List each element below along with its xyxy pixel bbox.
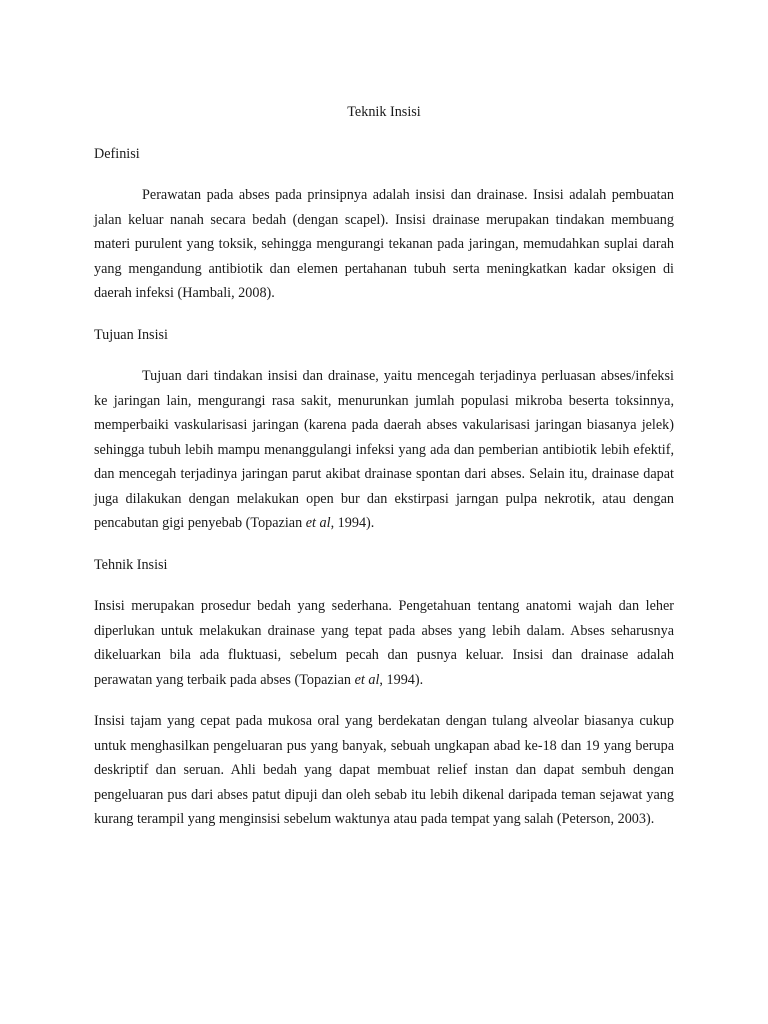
paragraph-tehnik-insisi-2 bbox=[94, 709, 674, 832]
italic-citation-term: et al bbox=[305, 515, 331, 531]
section-heading-tehnik-insisi: Tehnik Insisi bbox=[94, 556, 168, 573]
paragraph-text: Perawatan pada abses pada prinsipnya adalah insisi dan drainase. Insisi adalah pembuatan jalan keluar nanah secara bedah (dengan scapel). Insisi drainase merupakan tindakan membuang materi purulent yang toksik, sehingga mengurangi tekanan pada jaringan, memudahkan suplai darah yang mengandung antibiotik dan elemen pertahanan tubuh serta meningkatkan kadar oksigen di daerah infeksi (Hambali, 2008). bbox=[94, 187, 674, 301]
paragraph-text: Insisi tajam yang cepat pada mukosa oral yang berdekatan dengan tulang alveolar biasanya cukup untuk menghasilkan pengeluaran pus yang banyak, sebuah ungkapan abad ke-18 dan 19 yang berupa deskriptif dan seruan. Ahli bedah yang dapat membuat relief instan dan dapat sembuh dengan pengeluaran pus dari abses patut dipuji dan oleh sebab itu lebih dikenal daripada teman sejawat yang kurang terampil yang menginsisi sebelum waktunya atau pada tempat yang salah (Peterson, 2003). bbox=[94, 713, 674, 827]
paragraph-text: , 1994). bbox=[379, 671, 424, 688]
section-heading-definisi: Definisi bbox=[94, 145, 140, 162]
paragraph-text: Tujuan dari tindakan insisi dan drainase, yaitu mencegah terjadinya perluasan abses/infeksi ke jaringan lain, mengurangi rasa sakit, menurunkan jumlah populasi mikroba beserta toksinnya, memperbaiki vaskularisasi jaringan (karena pada daerah abses vakularisasi jaringan biasanya jelek) sehingga tubuh lebih mampu menanggulangi infeksi yang ada dan pemberian antibiotik lebih efektif, dan mencegah terjadinya jaringan parut akibat drainase spontan dari abses. Selain itu, drainase dapat juga dilakukan dengan melakukan open bur dan ekstirpasi jarngan pulpa nekrotik, atau dengan pencabutan gigi penyebab (Topazian bbox=[94, 368, 674, 531]
section-heading-tujuan-insisi: Tujuan Insisi bbox=[94, 326, 168, 343]
document-title: Teknik Insisi bbox=[347, 104, 421, 120]
italic-citation-term: et al bbox=[354, 671, 380, 688]
paragraph-definisi bbox=[94, 183, 674, 306]
paragraph-tehnik-insisi-1 bbox=[94, 594, 674, 692]
paragraph-tujuan-insisi bbox=[94, 364, 674, 536]
paragraph-text: Insisi merupakan prosedur bedah yang sederhana. Pengetahuan tentang anatomi wajah dan leher diperlukan untuk melakukan drainase yang tepat pada abses yang lebih dalam. Abses seharusnya dikeluarkan bila ada fluktuasi, sebelum pecah dan pusnya keluar. Insisi dan drainase adalah perawatan yang terbaik pada abses (Topazian bbox=[94, 598, 674, 688]
paragraph-text: , 1994). bbox=[330, 515, 375, 531]
document-page bbox=[94, 100, 674, 849]
